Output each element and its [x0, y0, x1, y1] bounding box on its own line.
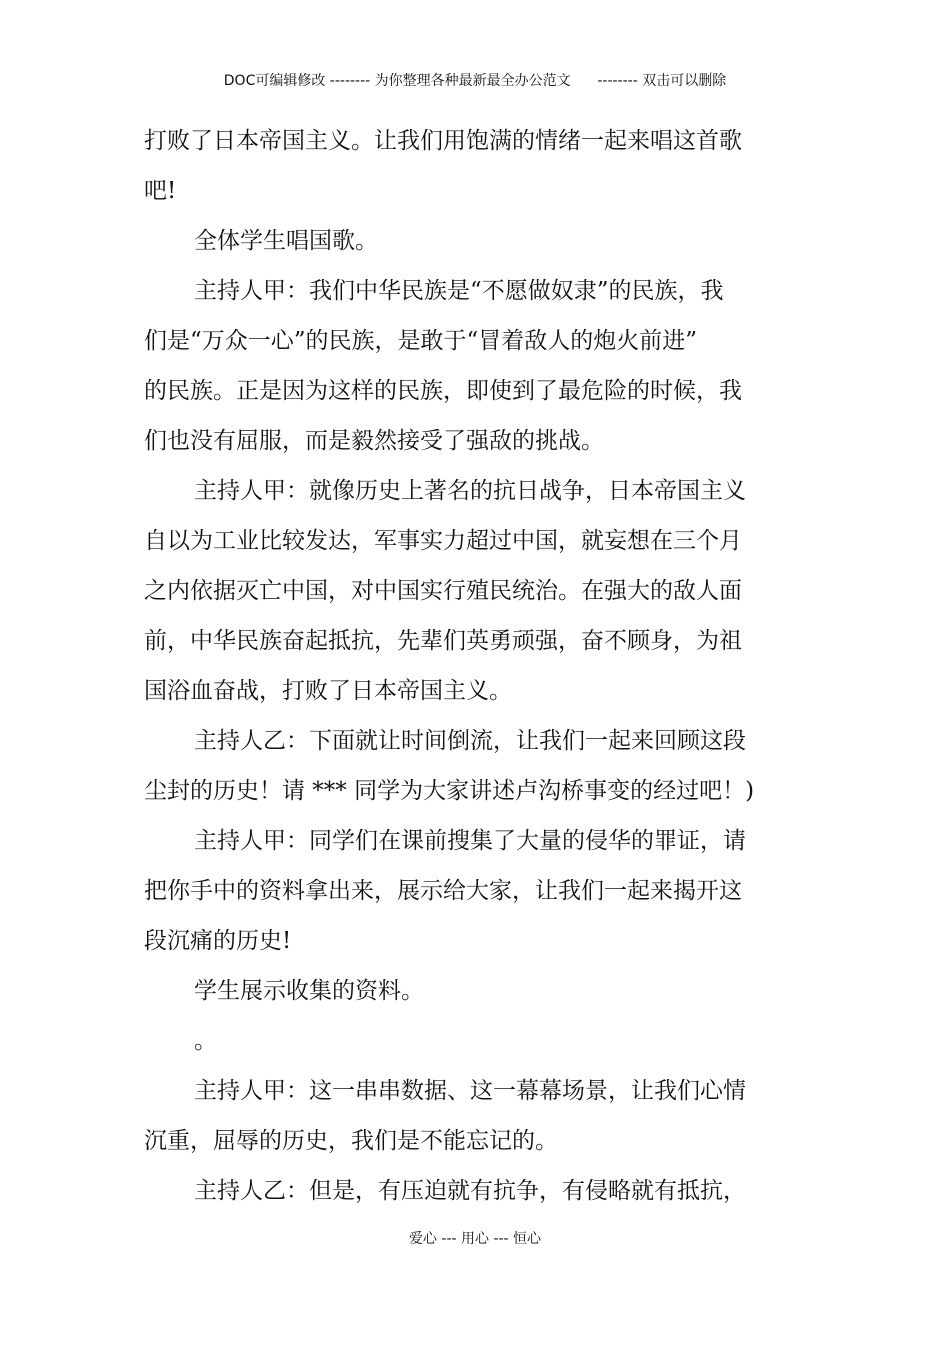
- text-line: 把你手中的资料拿出来，展示给大家，让我们一起来揭开这: [144, 878, 742, 904]
- text-line: 主持人乙：下面就让时间倒流，让我们一起来回顾这段: [194, 728, 746, 754]
- text-line: 主持人甲：就像历史上著名的抗日战争，日本帝国主义: [194, 478, 746, 504]
- text-line: 的民族。正是因为这样的民族，即使到了最危险的时候，我: [144, 378, 742, 404]
- text-line: 们是“万众一心”的民族，是敢于“冒着敌人的炮火前进”: [144, 328, 698, 354]
- document-body: [144, 116, 764, 1216]
- text-line: 吧!: [144, 178, 177, 204]
- text-line: 全体学生唱国歌。: [194, 228, 378, 254]
- text-line: 主持人甲：这一串串数据、这一幕幕场景，让我们心情: [194, 1078, 746, 1104]
- text-line: 之内依据灭亡中国，对中国实行殖民统治。在强大的敌人面: [144, 578, 742, 604]
- text-line: 国浴血奋战，打败了日本帝国主义。: [144, 678, 512, 704]
- text-line: 主持人甲：我们中华民族是“不愿做奴隶”的民族，我: [194, 278, 724, 304]
- text-line: 段沉痛的历史!: [144, 928, 292, 954]
- text-line: 打败了日本帝国主义。让我们用饱满的情绪一起来唱这首歌: [144, 128, 742, 154]
- text-line: 主持人甲：同学们在课前搜集了大量的侵华的罪证，请: [194, 828, 746, 854]
- page-header: DOC可编辑修改 -------- 为你整理各种最新最全办公范文 -------- 双击可以删除: [223, 73, 727, 89]
- text-line: 尘封的历史！请 *** 同学为大家讲述卢沟桥事变的经过吧！): [144, 778, 755, 804]
- page-footer: 爱心 --- 用心 --- 恒心: [408, 1231, 542, 1247]
- text-line: 主持人乙：但是，有压迫就有抗争，有侵略就有抵抗，: [194, 1178, 746, 1204]
- text-line: 。: [194, 1028, 217, 1054]
- text-line: 们也没有屈服，而是毅然接受了强敌的挑战。: [144, 428, 604, 454]
- text-line: 前，中华民族奋起抵抗，先辈们英勇顽强，奋不顾身，为祖: [144, 628, 742, 654]
- text-line: 自以为工业比较发达，军事实力超过中国，就妄想在三个月: [144, 528, 742, 554]
- text-line: 学生展示收集的资料。: [194, 978, 424, 1004]
- text-line: 沉重，屈辱的历史，我们是不能忘记的。: [144, 1128, 558, 1154]
